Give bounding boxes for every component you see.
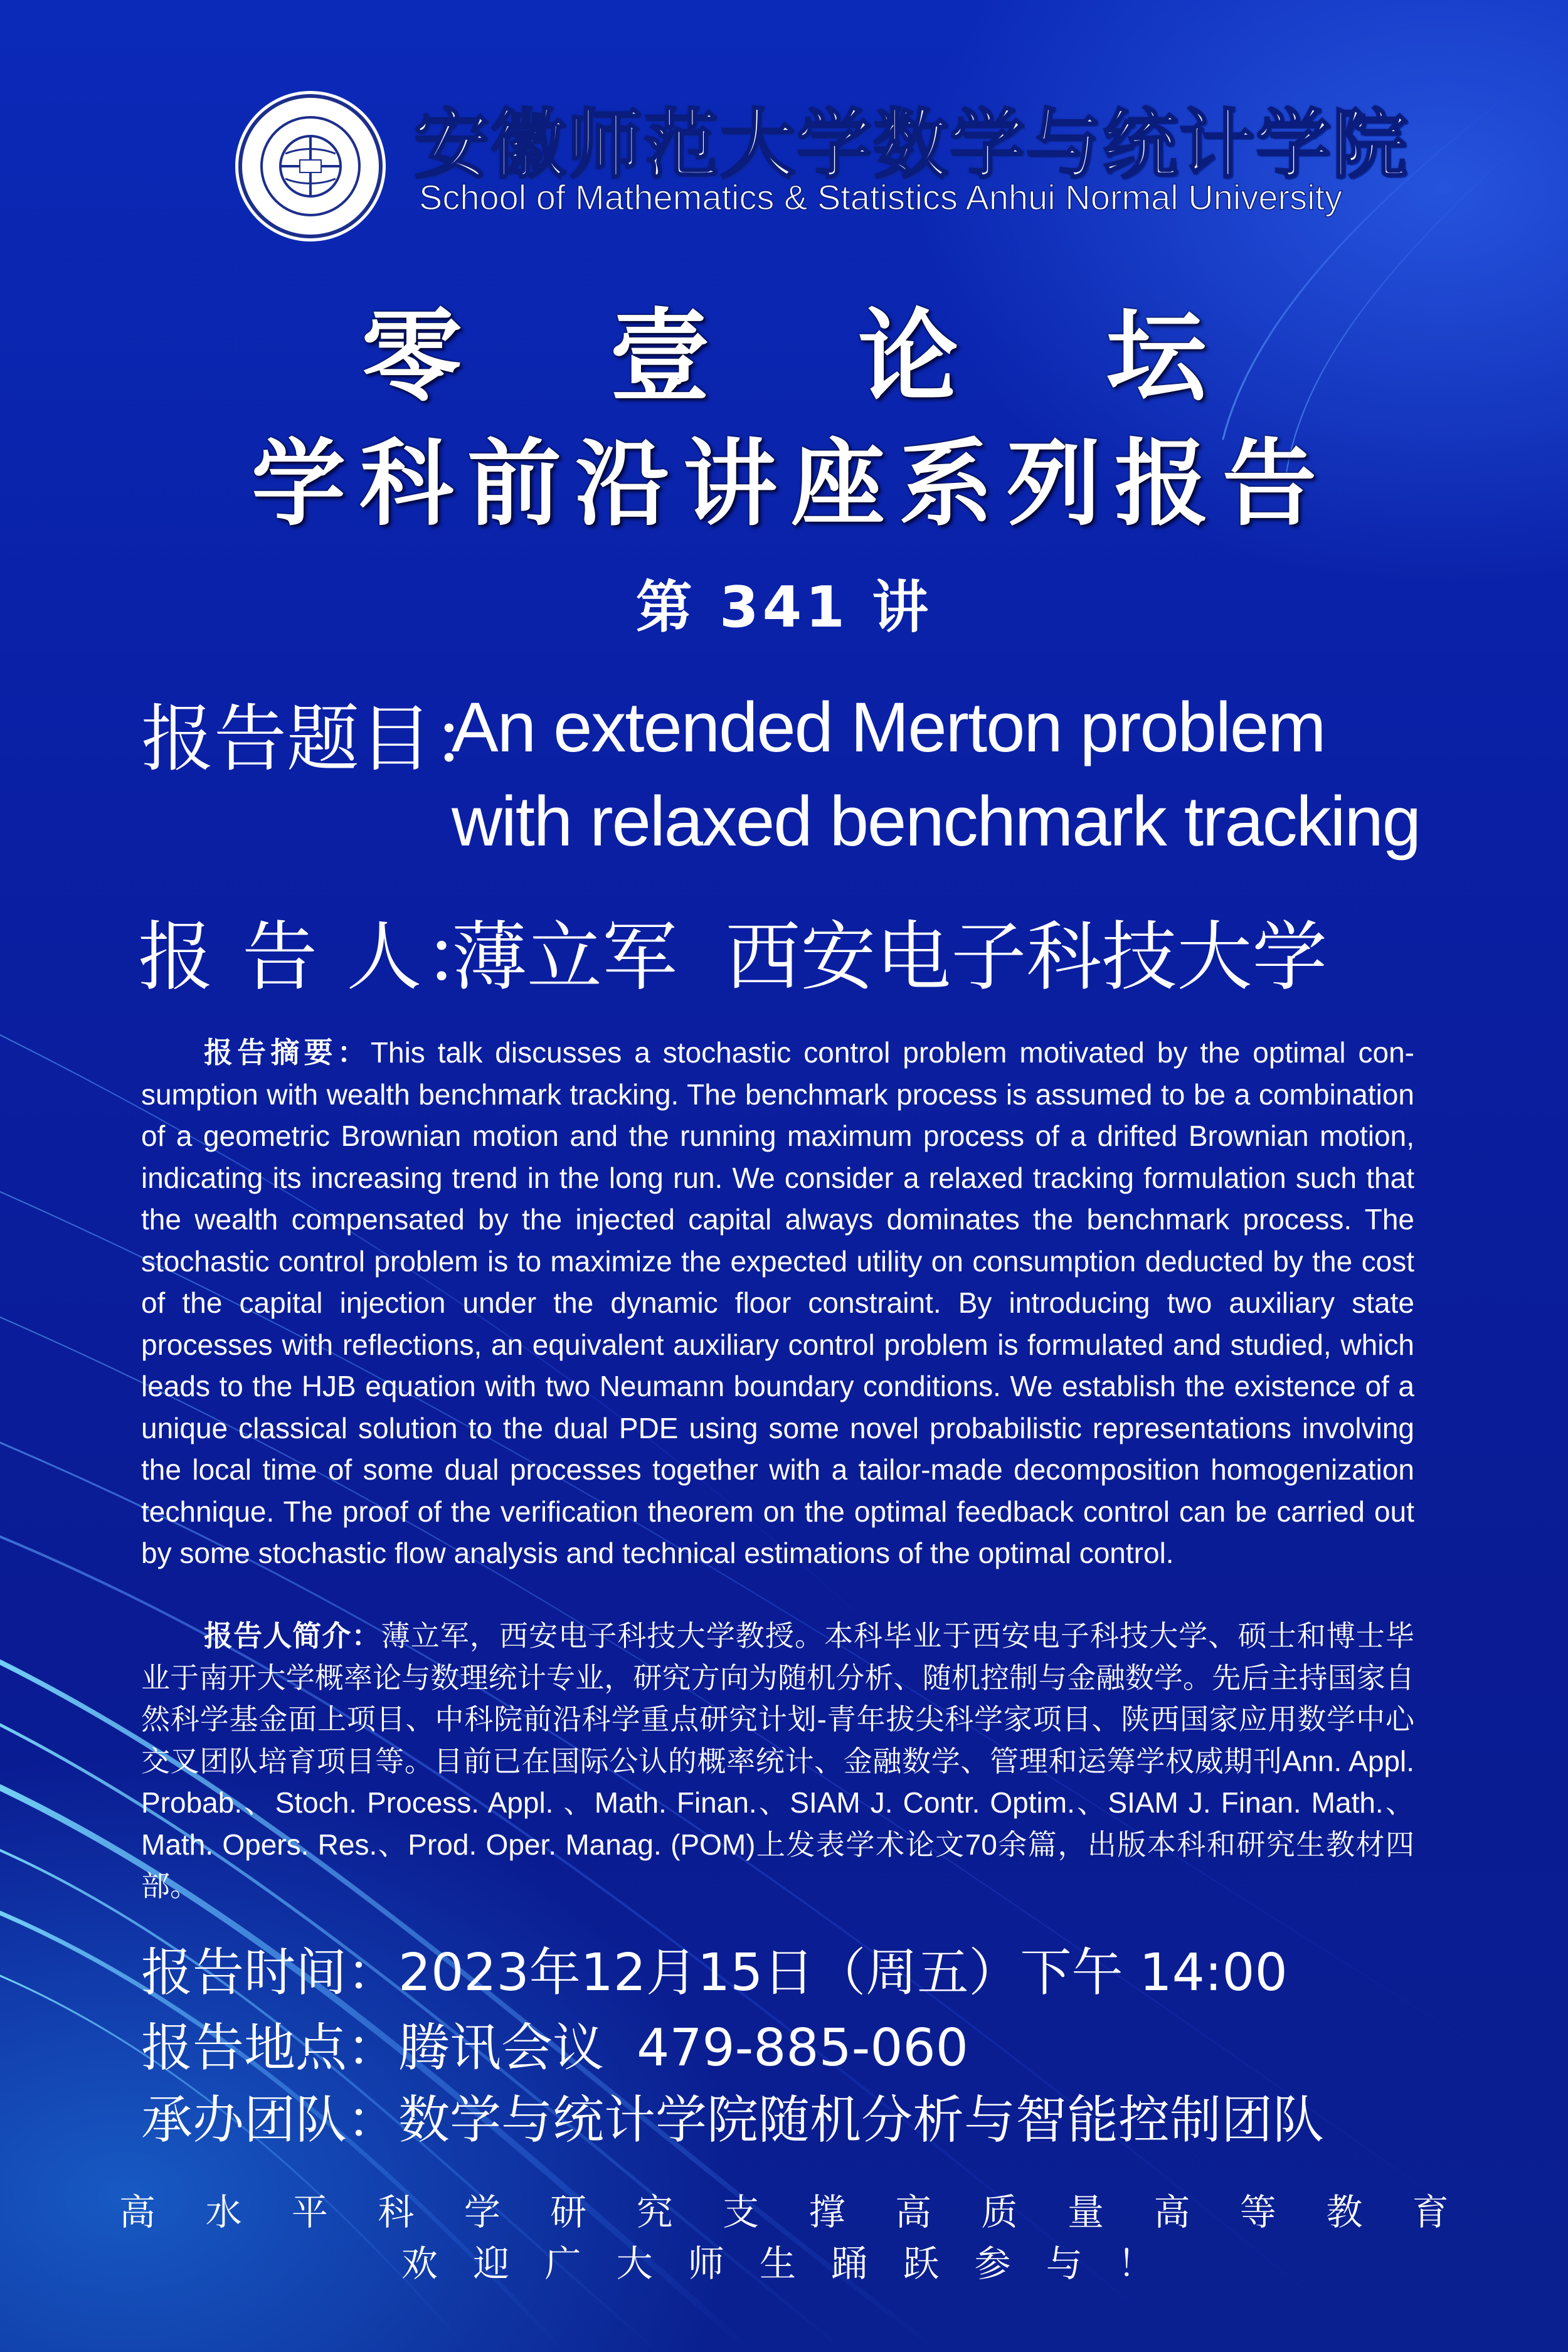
slogan-char: 欢	[401, 2242, 438, 2285]
slogan-char: 迎	[473, 2242, 510, 2285]
slogan-char: 科	[378, 2191, 415, 2233]
slogan-char: 教	[1326, 2191, 1363, 2233]
school-seal-icon	[232, 88, 389, 245]
slogan-char: 撑	[808, 2191, 845, 2233]
slogan-char: 高	[119, 2191, 156, 2233]
slogan-char: 高	[895, 2191, 932, 2233]
slogan-char: 水	[205, 2191, 242, 2233]
slogan-char: 等	[1239, 2191, 1276, 2233]
place-label: 报告地点：	[141, 2018, 399, 2078]
talk-title-label: 报告题目：	[141, 697, 505, 781]
slogan-line-2	[401, 2234, 1154, 2287]
lecture-number: 第 341 讲	[635, 575, 933, 640]
slogan-char: 究	[636, 2191, 673, 2233]
slogan-char: 量	[1067, 2191, 1104, 2233]
slogan-char: 学	[464, 2191, 501, 2233]
slogan-char: 广	[544, 2242, 581, 2285]
info-time	[141, 1932, 1288, 2005]
slogan-char: 跃	[903, 2242, 940, 2285]
school-name-english: School of Mathematics & Statistics Anhui Normal University	[419, 177, 1343, 217]
slogan-char: ！	[1117, 2242, 1154, 2285]
host-value: 数学与统计学院随机分析与智能控制团队	[398, 2090, 1325, 2150]
speaker-name: 薄立军 西安电子科技大学	[452, 914, 1328, 1001]
talk-title: An extended Merton problem with relaxed benchmark tracking	[452, 688, 1421, 861]
slogan-char: 高	[1153, 2191, 1190, 2233]
slogan-char: 生	[759, 2242, 796, 2285]
slogan-char: 踊	[831, 2242, 868, 2285]
bio-paragraph	[141, 1615, 1414, 1907]
time-value: 2023年12月15日（周五）下午 14:00	[398, 1943, 1288, 2003]
slogan-char: 与	[1046, 2242, 1083, 2285]
info-host	[141, 2079, 1324, 2153]
slogan-char: 参	[974, 2242, 1011, 2285]
host-label: 承办团队：	[141, 2090, 399, 2150]
place-value: 腾讯会议 479-885-060	[398, 2018, 968, 2078]
time-label: 报告时间：	[141, 1943, 399, 2003]
abstract-paragraph	[141, 1032, 1414, 1574]
abstract-text: This talk discusses a stochastic control problem motivated by the optimal consumption with wealth benchmark tracking. The benchmark process is assumed to be a combination of a geometric Brownian motion and the running maximum process of a drifted Brownian motion, indicating its increasing trend in the long run. We consider a relaxed tracking formulation such that the wealth compensated by the injected capital always dominates the benchmark process. The stochastic control problem is to maximize the expected utility on consumption deducted by the cost of the capital injection under the dynamic floor constraint. By introducing two auxiliary state processes with reflections, an equivalent auxiliary control problem is formulated and studied, which leads to the HJB equation with two Neumann boundary conditions. We establish the existence of a unique classical solution to the dual PDE using some novel probabilistic representations involving the local time of some dual processes together with a tailor-made decomposition homogenization technique. The proof of the verification theorem on the optimal feedback control can be carried out by some stochastic flow analysis and technical estimations of the optimal control.	[141, 1036, 1414, 1569]
forum-name: 零 壹 论 坛	[361, 298, 1263, 415]
slogan-char: 研	[550, 2191, 587, 2233]
slogan-char: 质	[981, 2191, 1018, 2233]
bio-label: 报告人简介：	[204, 1619, 381, 1652]
speaker-label: 报 告 人：	[138, 914, 502, 1001]
slogan-char: 支	[723, 2191, 760, 2233]
bio-text: 薄立军，西安电子科技大学教授。本科毕业于西安电子科技大学、硕士和博士毕业于南开大学概率论与数理统计专业，研究方向为随机分析、随机控制与金融数学。先后主持国家自然科学基金面上项目、中科院前沿科学重点研究计划-青年拔尖科学家项目、陕西国家应用数学中心交叉团队培育项目等。目前已在国际公认的概率统计、金融数学、管理和运筹学权威期刊Ann. Appl. Probab.、Stoch. Process. Appl. 、Math. Finan.、SIAM J. Contr. Optim.、SIAM J. Finan. Math.、Math. Opers. Res.、Prod. Oper. Manag. (POM)上发表学术论文70余篇，出版本科和研究生教材四部。	[141, 1619, 1415, 1902]
slogan-line-1	[119, 2183, 1449, 2235]
school-name-chinese: 安徽师范大学数学与统计学院	[414, 102, 1409, 189]
slogan-char: 育	[1412, 2191, 1449, 2233]
slogan-char: 师	[687, 2242, 724, 2285]
abstract-label: 报告摘要：	[204, 1036, 371, 1069]
series-title: 学科前沿讲座系列报告	[251, 430, 1330, 539]
slogan-char: 大	[616, 2242, 653, 2285]
info-place	[141, 2007, 968, 2080]
slogan-char: 平	[291, 2191, 328, 2233]
